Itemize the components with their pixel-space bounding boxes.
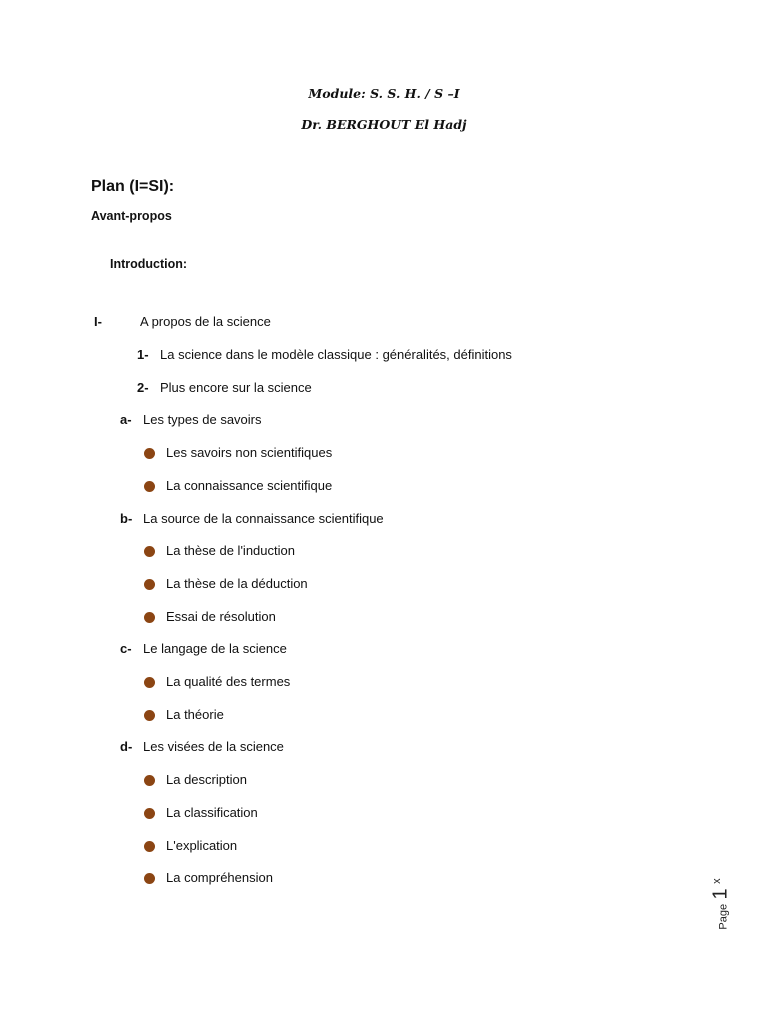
introduction-heading: Introduction:: [110, 257, 188, 271]
subsection-title: La source de la connaissance scientifique: [143, 510, 384, 526]
page-suffix: x: [711, 878, 724, 884]
subsection-marker: b-: [120, 510, 133, 526]
bullet-item-text: Les savoirs non scientifiques: [166, 445, 333, 461]
page-number-value: 1: [709, 888, 732, 900]
plan-title: Plan (I=SI):: [91, 178, 175, 195]
section-marker: I-: [94, 314, 102, 329]
bullet-item-text: La classification: [166, 804, 258, 820]
bullet-icon: [144, 579, 155, 590]
subsection-marker: d-: [120, 739, 133, 755]
module-header: Module: S. S. H. / S –I: [308, 86, 460, 101]
bullet-item-text: L'explication: [166, 837, 238, 853]
numbered-item-marker: 2-: [137, 379, 149, 395]
bullet-icon: [144, 677, 155, 688]
bullet-item-text: La thèse de la déduction: [166, 575, 308, 591]
bullet-icon: [144, 710, 155, 721]
subsection-title: Les visées de la science: [143, 739, 284, 755]
bullet-icon: [144, 841, 155, 852]
author-header: Dr. BERGHOUT El Hadj: [301, 117, 467, 132]
section-title: A propos de la science: [140, 314, 271, 329]
avant-propos-heading: Avant-propos: [91, 209, 172, 223]
bullet-icon: [144, 775, 155, 786]
bullet-icon: [144, 612, 155, 623]
bullet-item-text: La théorie: [166, 706, 224, 722]
subsection-title: Le langage de la science: [143, 641, 287, 657]
bullet-icon: [144, 448, 155, 459]
bullet-item-text: Essai de résolution: [166, 608, 276, 624]
subsection-title: Les types de savoirs: [143, 412, 262, 428]
bullet-icon: [144, 808, 155, 819]
bullet-item-text: La thèse de l'induction: [166, 543, 295, 559]
bullet-icon: [144, 873, 155, 884]
page-number: [706, 878, 736, 930]
numbered-item-text: La science dans le modèle classique : généralités, définitions: [160, 347, 512, 362]
numbered-item-marker: 1-: [137, 347, 149, 362]
bullet-icon: [144, 481, 155, 492]
subsection-marker: a-: [120, 412, 132, 428]
page-word: Page: [717, 903, 730, 930]
subsection-marker: c-: [120, 641, 132, 657]
numbered-item-text: Plus encore sur la science: [160, 379, 312, 395]
bullet-item-text: La compréhension: [166, 870, 273, 886]
bullet-item-text: La description: [166, 772, 247, 788]
bullet-item-text: La qualité des termes: [166, 674, 291, 689]
bullet-icon: [144, 546, 155, 557]
bullet-item-text: La connaissance scientifique: [166, 477, 333, 493]
